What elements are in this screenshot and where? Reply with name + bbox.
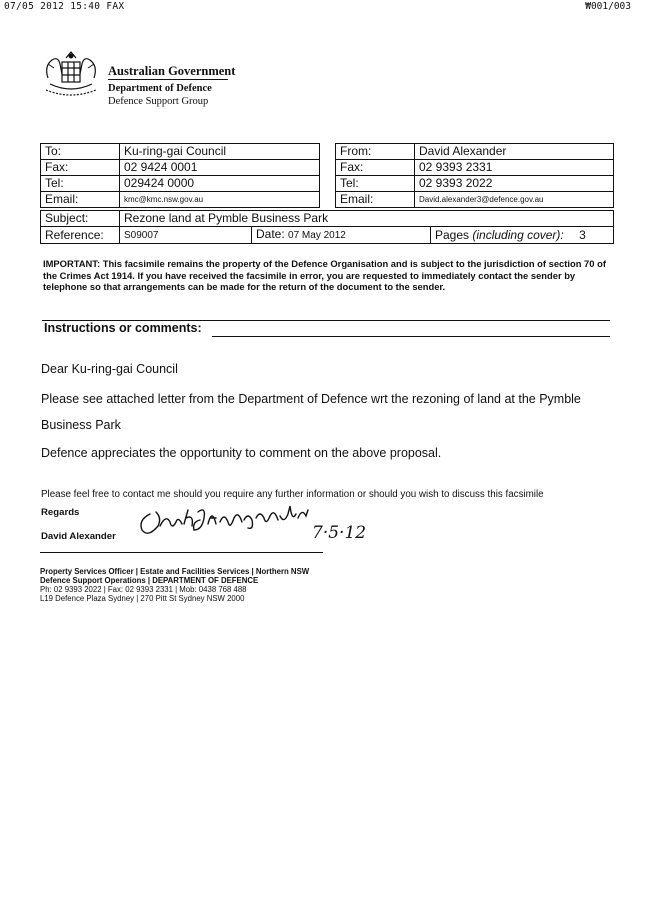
signature-date: 7·5·12 [312, 523, 367, 543]
from-email-value: David.alexander3@defence.gov.au [415, 192, 614, 208]
email-value: kmc@kmc.nsw.gov.au [120, 192, 320, 208]
footer-line-1: Property Services Officer | Estate and Facilities Services | Northern NSW [40, 567, 310, 576]
to-label: To: [41, 144, 120, 160]
tel-value: 029424 0000 [120, 176, 320, 192]
letterhead-divider [108, 79, 228, 80]
important-notice: IMPORTANT: This facsimile remains the property of the Defence Organisation and is subject to the jurisdiction of section 70 of the Crimes Act 1914. If you have received the facsimile in error, you are requested to immediately contact the sender by telephone so that arrangements can be made for the return of the document to the sender. [43, 258, 606, 292]
footer-line-2: Defence Support Operations | DEPARTMENT OF DEFENCE [40, 576, 259, 585]
from-fax-value: 02 9393 2331 [415, 160, 614, 176]
email-label: Email: [41, 192, 120, 208]
from-value: David Alexander [415, 144, 614, 160]
greeting: Dear Ku-ring-gai Council [41, 362, 178, 376]
from-tel-value: 02 9393 2022 [415, 176, 614, 192]
tel-label: Tel: [41, 176, 120, 192]
footer-line-4: L19 Defence Plaza Sydney | 270 Pitt St Sydney NSW 2000 [40, 594, 245, 603]
fax-page-counter: ₩001/003 [585, 1, 631, 12]
fax-label: Fax: [41, 160, 120, 176]
handwritten-signature [136, 500, 376, 546]
body-paragraph-1-line-1: Please see attached letter from the Department of Defence wrt the rezoning of land at the Pymble [41, 392, 581, 406]
to-value: Ku-ring-gai Council [120, 144, 320, 160]
government-name: Australian Government [108, 64, 236, 78]
recipient-table [40, 143, 320, 208]
reference-label: Reference: [41, 227, 120, 244]
subject-table [40, 210, 614, 244]
date-value: 07 May 2012 [288, 230, 346, 241]
pages-note: (including cover): [472, 227, 564, 242]
footer-line-3: Ph: 02 9393 2022 | Fax: 02 9393 2331 | Mob: 0438 768 488 [40, 585, 247, 594]
sender-table [335, 143, 614, 208]
instructions-heading: Instructions or comments: [44, 321, 202, 335]
department-group: Defence Support Group [108, 96, 209, 107]
reference-value: S09007 [120, 227, 252, 244]
signature-rule [40, 552, 323, 553]
fax-timestamp: 07/05 2012 15:40 FAX [4, 1, 125, 12]
fax-value: 02 9424 0001 [120, 160, 320, 176]
pages-cell [431, 227, 614, 244]
pages-label: Pages [435, 227, 470, 242]
body-paragraph-1-line-2: Business Park [41, 418, 121, 432]
department-name: Department of Defence [108, 83, 212, 94]
from-tel-label: Tel: [336, 176, 415, 192]
instructions-bottom-rule [212, 336, 610, 337]
date-cell [252, 227, 431, 244]
date-label: Date: [256, 227, 285, 241]
pages-value: 3 [579, 227, 586, 242]
sender-name: David Alexander [41, 531, 116, 542]
from-email-label: Email: [336, 192, 415, 208]
coat-of-arms-icon [40, 48, 102, 98]
closing-text: Please feel free to contact me should you require any further information or should you wish to discuss this facsimile [41, 489, 544, 500]
from-label: From: [336, 144, 415, 160]
from-fax-label: Fax: [336, 160, 415, 176]
subject-label: Subject: [41, 211, 120, 227]
subject-value: Rezone land at Pymble Business Park [120, 211, 614, 227]
regards: Regards [41, 507, 80, 518]
body-paragraph-2: Defence appreciates the opportunity to comment on the above proposal. [41, 446, 442, 460]
